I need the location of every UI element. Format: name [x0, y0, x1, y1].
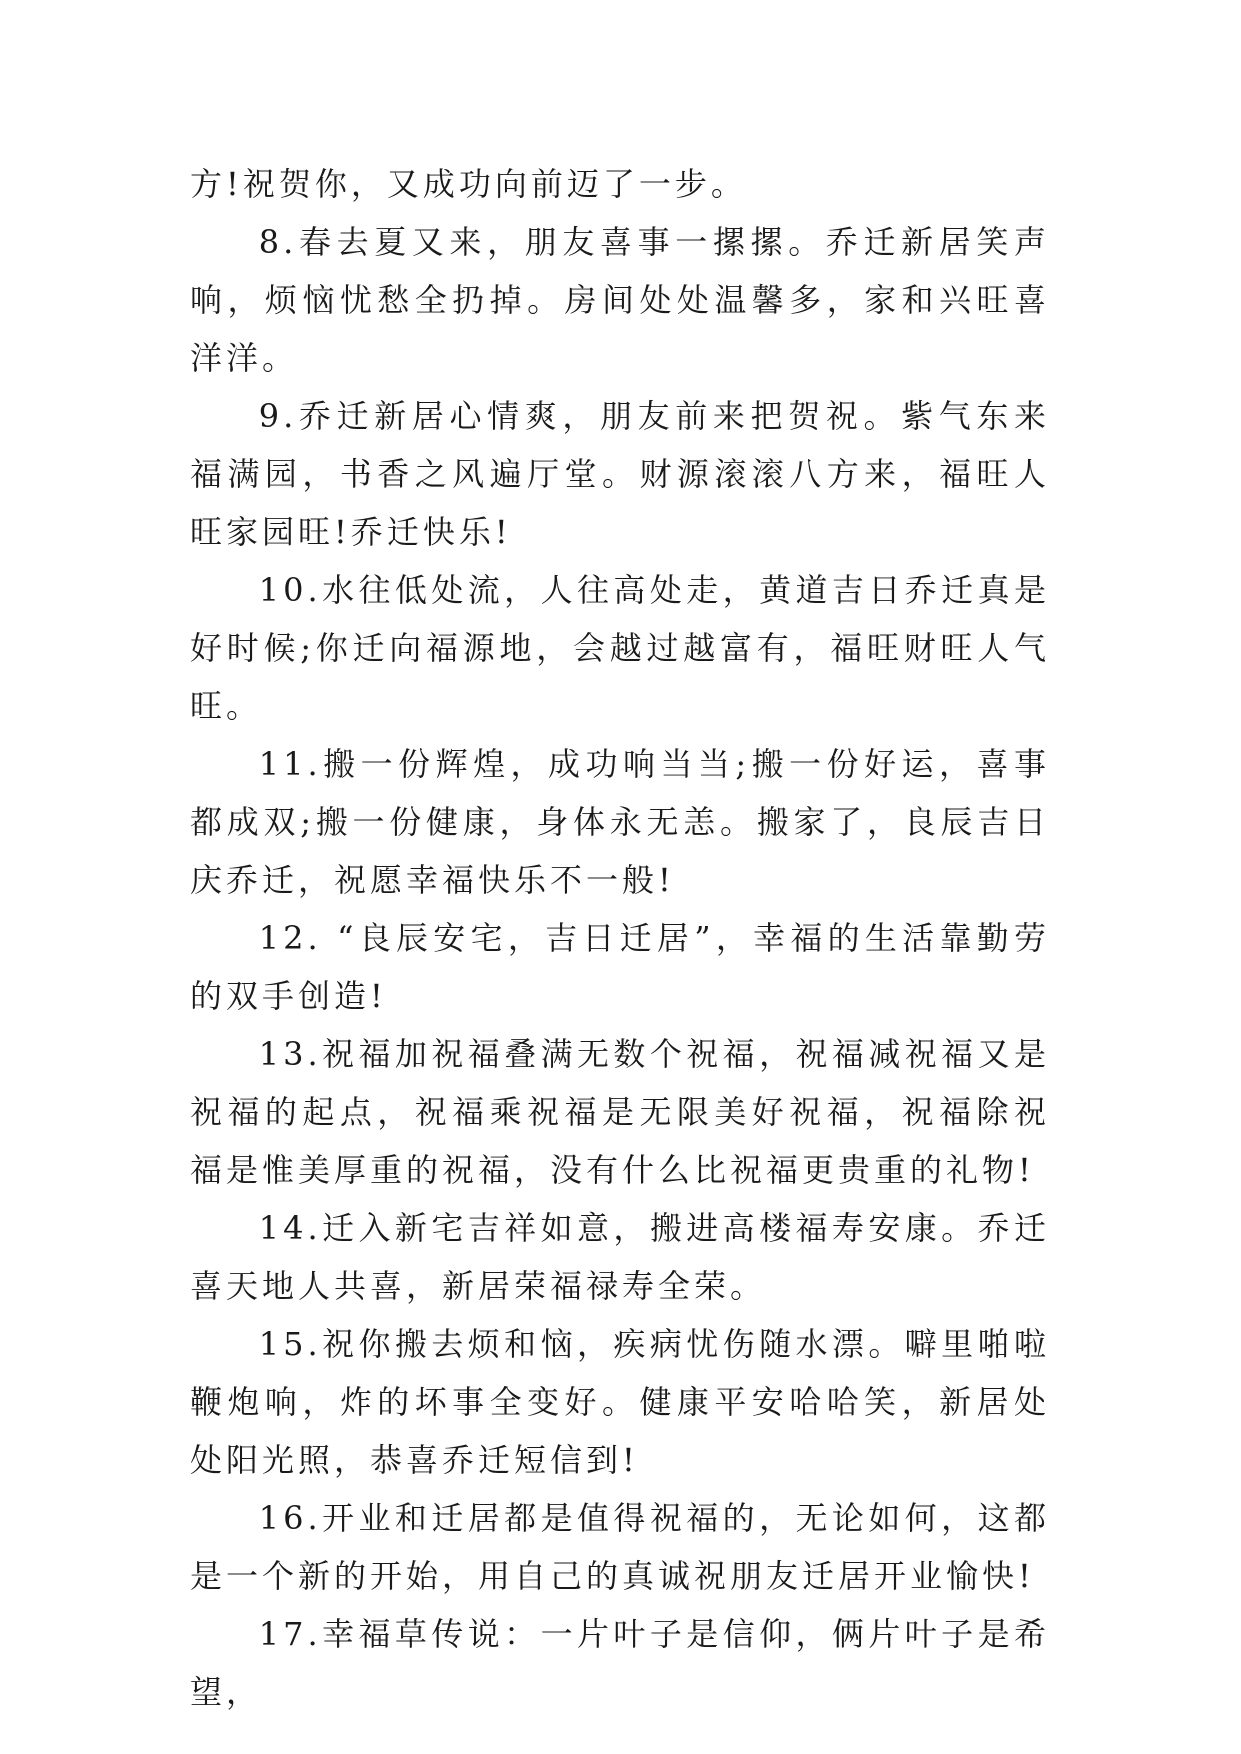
paragraph-item-14: 14.迁入新宅吉祥如意，搬进高楼福寿安康。乔迁喜天地人共喜，新居荣福禄寿全荣。	[190, 1209, 1050, 1305]
paragraph-item-15: 15.祝你搬去烦和恼，疾病忧伤随水漂。噼里啪啦鞭炮响，炸的坏事全变好。健康平安哈哈笑，新居处处阳光照，恭喜乔迁短信到!	[190, 1325, 1050, 1479]
paragraph-item-17: 17.幸福草传说：一片叶子是信仰，俩片叶子是希望，	[190, 1615, 1050, 1711]
paragraph-item-8: 8.春去夏又来，朋友喜事一摞摞。乔迁新居笑声响，烦恼忧愁全扔掉。房间处处温馨多，家和兴旺喜洋洋。	[190, 223, 1050, 377]
paragraph-item-10: 10.水往低处流，人往高处走，黄道吉日乔迁真是好时候;你迁向福源地，会越过越富有，福旺财旺人气旺。	[190, 571, 1050, 725]
paragraph: 方!祝贺你，又成功向前迈了一步。	[190, 165, 747, 203]
paragraph-item-16: 16.开业和迁居都是值得祝福的，无论如何，这都是一个新的开始，用自己的真诚祝朋友迁居开业愉快!	[190, 1499, 1050, 1595]
document-body	[190, 155, 1050, 1721]
paragraph-item-12: 12. “良辰安宅，吉日迁居”，幸福的生活靠勤劳的双手创造!	[190, 919, 1050, 1015]
paragraph-item-9: 9.乔迁新居心情爽，朋友前来把贺祝。紫气东来福满园，书香之风遍厅堂。财源滚滚八方来，福旺人旺家园旺!乔迁快乐!	[190, 397, 1050, 551]
paragraph-item-11: 11.搬一份辉煌，成功响当当;搬一份好运，喜事都成双;搬一份健康，身体永无恙。搬家了，良辰吉日庆乔迁，祝愿幸福快乐不一般!	[190, 745, 1050, 899]
paragraph-item-13: 13.祝福加祝福叠满无数个祝福，祝福减祝福又是祝福的起点，祝福乘祝福是无限美好祝福，祝福除祝福是惟美厚重的祝福，没有什么比祝福更贵重的礼物!	[190, 1035, 1050, 1189]
